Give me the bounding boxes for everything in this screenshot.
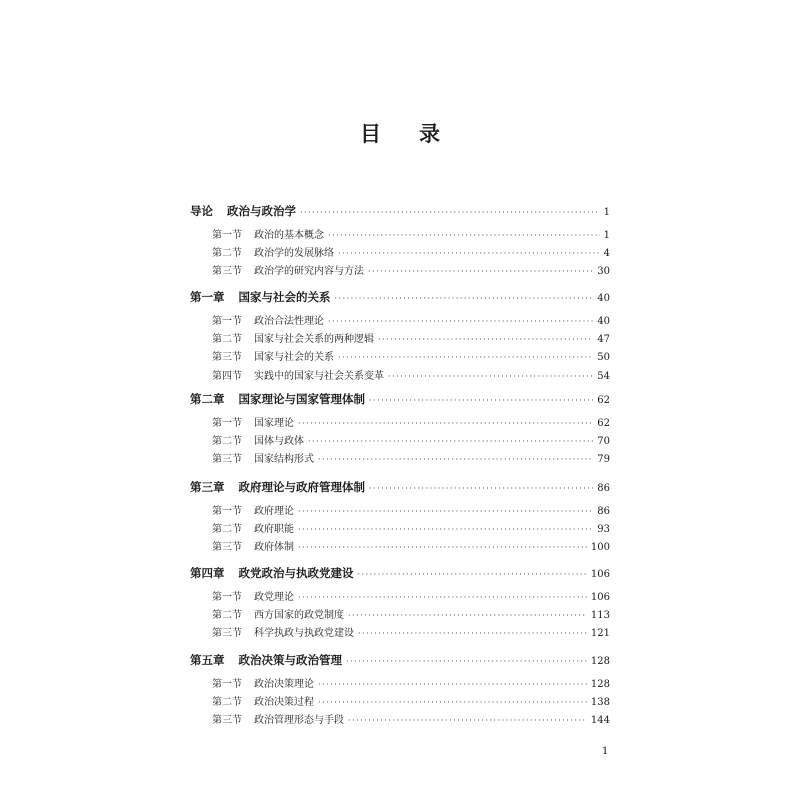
section-page-number: 128 — [590, 679, 610, 690]
section-page-number: 4 — [603, 248, 610, 260]
section-number: 第一节 — [212, 679, 242, 690]
toc-chapter-entry — [190, 394, 610, 406]
chapter-title: 政党政治与执政党建设 — [238, 566, 354, 580]
section-number: 第二节 — [212, 524, 242, 536]
section-title: 西方国家的政党制度 — [254, 610, 344, 622]
section-page-number: 79 — [597, 454, 610, 466]
toc-section-entry — [212, 680, 610, 690]
chapter-number: 第五章 — [190, 653, 225, 667]
toc-section-entry — [212, 698, 610, 708]
chapter-page-number: 1 — [603, 207, 610, 218]
chapter-number: 第二章 — [190, 392, 225, 406]
section-title: 政治学的研究内容与方法 — [254, 266, 364, 278]
chapter-title: 政治决策与政治管理 — [238, 653, 342, 667]
toc-section-entry — [212, 267, 610, 277]
dot-leader — [318, 699, 587, 707]
dot-leader — [369, 397, 593, 405]
section-page-number: 121 — [590, 628, 610, 640]
chapter-page-number: 40 — [597, 293, 610, 304]
section-page-number: 106 — [590, 592, 610, 603]
section-title: 国家与社会的关系 — [254, 352, 334, 364]
toc-section-entry — [212, 611, 610, 621]
dot-leader — [308, 438, 593, 446]
dot-leader — [346, 658, 587, 666]
section-number: 第二节 — [212, 436, 242, 448]
section-page-number: 86 — [597, 506, 610, 517]
dot-leader — [318, 681, 587, 689]
dot-leader — [358, 571, 587, 579]
chapter-page-number: 106 — [590, 569, 610, 580]
toc-chapter-entry — [190, 655, 610, 667]
dot-leader — [328, 232, 600, 240]
dot-leader — [348, 612, 587, 620]
toc-chapter-entry — [190, 206, 610, 218]
page-number: 1 — [602, 746, 609, 757]
dot-leader — [298, 594, 587, 602]
section-page-number: 1 — [603, 230, 610, 241]
section-page-number: 54 — [597, 370, 610, 382]
dot-leader — [298, 508, 593, 516]
section-page-number: 50 — [597, 352, 610, 364]
toc-section-entry — [212, 525, 610, 535]
dot-leader — [300, 209, 600, 217]
section-page-number: 47 — [597, 334, 610, 346]
toc-section-entry — [212, 317, 610, 327]
section-page-number: 70 — [597, 436, 610, 448]
chapter-number: 导论 — [190, 204, 213, 218]
toc-chapter-entry — [190, 568, 610, 580]
toc-section-entry — [212, 372, 610, 382]
section-title: 政治合法性理论 — [254, 316, 324, 327]
toc-section-entry — [212, 437, 610, 447]
section-page-number: 62 — [597, 418, 610, 429]
section-number: 第三节 — [212, 628, 242, 640]
section-title: 国家理论 — [254, 418, 294, 429]
section-title: 政治管理形态与手段 — [254, 715, 344, 727]
dot-leader — [298, 420, 593, 428]
toc-section-entry — [212, 507, 610, 517]
dot-leader — [318, 456, 593, 464]
page-title: 目录 — [360, 122, 478, 146]
section-title: 政党理论 — [254, 592, 294, 603]
section-title: 科学执政与执政党建设 — [254, 628, 354, 640]
toc-section-entry — [212, 593, 610, 603]
section-page-number: 93 — [597, 524, 610, 536]
section-title: 国家结构形式 — [254, 454, 314, 466]
chapter-number: 第四章 — [190, 566, 225, 580]
section-number: 第一节 — [212, 316, 242, 327]
chapter-number: 第一章 — [190, 290, 225, 304]
section-number: 第二节 — [212, 697, 242, 709]
dot-leader — [338, 250, 600, 258]
section-title: 政治决策过程 — [254, 697, 314, 709]
section-number: 第四节 — [212, 370, 242, 382]
chapter-page-number: 128 — [590, 656, 610, 667]
toc-section-entry — [212, 335, 610, 345]
toc-section-entry — [212, 716, 610, 726]
toc-chapter-entry — [190, 292, 610, 304]
toc-section-entry — [212, 249, 610, 259]
chapter-title: 政府理论与政府管理体制 — [238, 480, 365, 494]
dot-leader — [388, 373, 593, 381]
toc-section-entry — [212, 455, 610, 465]
section-number: 第三节 — [212, 266, 242, 278]
section-title: 政府体制 — [254, 542, 294, 554]
section-page-number: 113 — [590, 610, 610, 622]
chapter-number: 第三章 — [190, 480, 225, 494]
dot-leader — [298, 526, 593, 534]
chapter-title: 政治与政治学 — [227, 204, 296, 218]
toc-section-entry — [212, 353, 610, 363]
dot-leader — [298, 544, 587, 552]
toc-section-entry — [212, 543, 610, 553]
section-title: 政治的基本概念 — [254, 230, 324, 241]
section-number: 第三节 — [212, 352, 242, 364]
toc-section-entry — [212, 629, 610, 639]
chapter-title: 国家理论与国家管理体制 — [238, 392, 365, 406]
dot-leader — [369, 485, 593, 493]
section-number: 第一节 — [212, 418, 242, 429]
section-title: 实践中的国家与社会关系变革 — [254, 370, 384, 382]
section-number: 第三节 — [212, 454, 242, 466]
section-title: 政府理论 — [254, 506, 294, 517]
dot-leader — [338, 354, 593, 362]
section-page-number: 30 — [597, 266, 610, 278]
chapter-title: 国家与社会的关系 — [238, 290, 331, 304]
chapter-page-number: 86 — [597, 483, 610, 494]
section-page-number: 40 — [597, 316, 610, 327]
section-title: 政治学的发展脉络 — [254, 248, 334, 260]
section-number: 第一节 — [212, 592, 242, 603]
section-page-number: 138 — [590, 697, 610, 709]
dot-leader — [335, 295, 594, 303]
section-title: 国体与政体 — [254, 436, 304, 448]
section-number: 第三节 — [212, 715, 242, 727]
section-number: 第二节 — [212, 610, 242, 622]
section-title: 国家与社会关系的两种逻辑 — [254, 334, 374, 346]
section-number: 第二节 — [212, 248, 242, 260]
chapter-page-number: 62 — [597, 395, 610, 406]
dot-leader — [328, 318, 593, 326]
dot-leader — [358, 630, 587, 638]
section-title: 政治决策理论 — [254, 679, 314, 690]
dot-leader — [378, 336, 593, 344]
dot-leader — [368, 268, 593, 276]
section-number: 第一节 — [212, 506, 242, 517]
section-title: 政府职能 — [254, 524, 294, 536]
toc-section-entry — [212, 231, 610, 241]
section-number: 第三节 — [212, 542, 242, 554]
section-page-number: 144 — [590, 715, 610, 727]
section-page-number: 100 — [590, 542, 610, 554]
dot-leader — [348, 717, 587, 725]
section-number: 第二节 — [212, 334, 242, 346]
section-number: 第一节 — [212, 230, 242, 241]
toc-chapter-entry — [190, 482, 610, 494]
toc-section-entry — [212, 419, 610, 429]
